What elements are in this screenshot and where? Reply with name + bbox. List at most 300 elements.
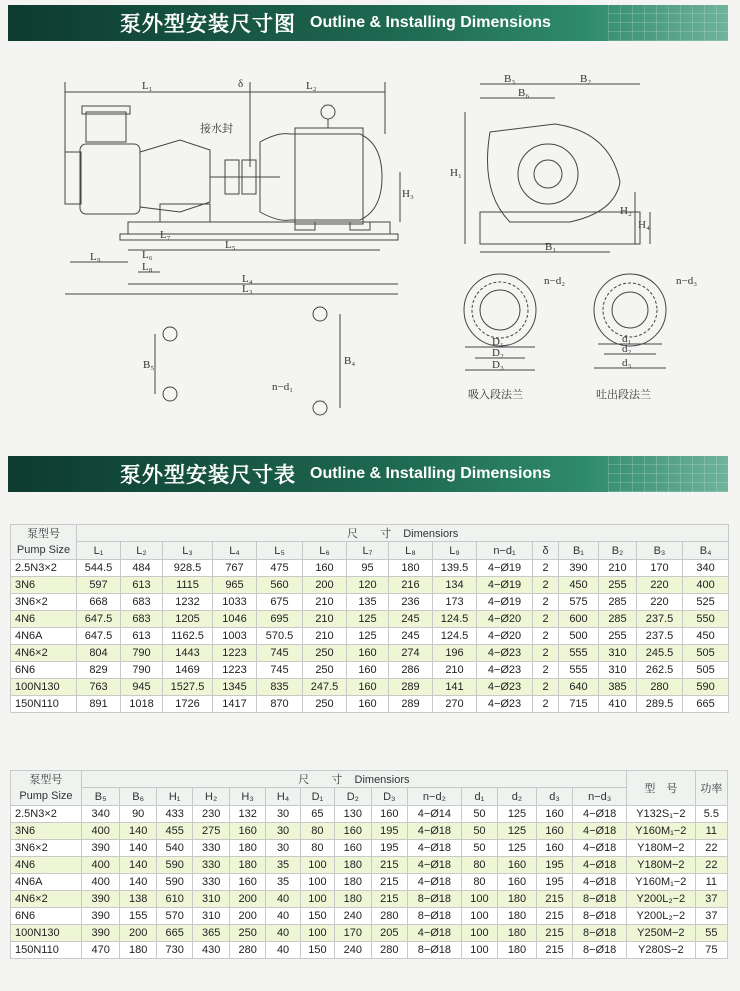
table-cell: 125 [498, 823, 537, 840]
table-cell: 610 [156, 891, 192, 908]
label-B6: B₆ [518, 87, 530, 99]
table-cell: 255 [599, 628, 637, 645]
table-cell: 763 [77, 679, 121, 696]
table-cell: 450 [683, 628, 729, 645]
table-cell: 4−Ø18 [408, 874, 462, 891]
table-cell: 390 [81, 925, 120, 942]
table-cell: 790 [121, 662, 163, 679]
label-seal: 接水封 [200, 122, 233, 135]
table-cell: 50 [461, 840, 497, 857]
table-row [11, 696, 729, 713]
pump-model-cell: 6N6 [11, 908, 82, 925]
table-cell: 575 [559, 594, 599, 611]
table-cell: 500 [559, 628, 599, 645]
pump-model-cell: 4N6 [11, 611, 77, 628]
table-cell: 4−Ø18 [408, 823, 462, 840]
table-cell: 1115 [163, 577, 213, 594]
table-row [11, 628, 729, 645]
label-B1: B₁ [545, 241, 557, 253]
table-cell: 262.5 [637, 662, 683, 679]
installation-drawing [10, 72, 728, 428]
pump-model-cell: 6N6 [11, 662, 77, 679]
table-cell: 30 [266, 823, 300, 840]
table-cell: 4−Ø18 [573, 840, 627, 857]
table-cell: 250 [229, 925, 265, 942]
table-cell: 2 [533, 611, 559, 628]
table-cell: 80 [461, 874, 497, 891]
table-cell: 200 [303, 577, 347, 594]
table-cell: 715 [559, 696, 599, 713]
table-cell: 237.5 [637, 628, 683, 645]
table-cell: 2 [533, 577, 559, 594]
table-cell: 484 [121, 560, 163, 577]
side-base [480, 212, 640, 244]
pump-model-cell: 3N6×2 [11, 594, 77, 611]
table-cell: 286 [389, 662, 433, 679]
pump-outlet-flange [82, 106, 130, 114]
table-cell: 160 [229, 823, 265, 840]
label-H2: H₂ [620, 205, 632, 217]
table-cell: 4−Ø14 [408, 806, 462, 823]
table-cell: 829 [77, 662, 121, 679]
label-D1: D₁ [492, 336, 504, 348]
pump-model-cell: 3N6 [11, 577, 77, 594]
section-title-cn: 泵外型安装尺寸表 [120, 463, 296, 487]
table-cell: 1443 [163, 645, 213, 662]
table-cell: 215 [536, 908, 572, 925]
table-cell: 40 [266, 891, 300, 908]
table-cell: 220 [637, 577, 683, 594]
table-cell: 390 [81, 840, 120, 857]
table-cell: 2 [533, 645, 559, 662]
table-row [11, 925, 728, 942]
column-header: B₂ [599, 542, 637, 560]
table-row [11, 823, 728, 840]
column-header: L₉ [433, 542, 477, 560]
table-cell: 125 [347, 611, 389, 628]
table-cell: 675 [257, 594, 303, 611]
table-cell: 140 [120, 857, 156, 874]
table-cell: 4−Ø18 [408, 925, 462, 942]
column-header: n−d₃ [573, 788, 627, 806]
dimension-table-1 [10, 524, 729, 713]
table-cell: 195 [536, 874, 572, 891]
table-cell: 80 [461, 857, 497, 874]
table-row [11, 645, 729, 662]
table-cell: 5.5 [695, 806, 727, 823]
table-cell: 1726 [163, 696, 213, 713]
banner-grid-pattern [608, 5, 728, 41]
table-cell: 570 [156, 908, 192, 925]
table-cell: 330 [193, 840, 229, 857]
table-cell: 40 [266, 908, 300, 925]
table-cell: 4−Ø18 [573, 823, 627, 840]
table-cell: 340 [81, 806, 120, 823]
table-cell: 160 [229, 874, 265, 891]
motor-lifting-eye [321, 105, 335, 119]
table-cell: 160 [303, 560, 347, 577]
section-banner-drawing [8, 5, 728, 41]
table-cell: 4−Ø19 [477, 577, 533, 594]
table-cell: 470 [81, 942, 120, 959]
label-L1: L₁ [142, 80, 153, 92]
table-cell: 100 [300, 925, 334, 942]
table-cell: Y280S−2 [626, 942, 695, 959]
table-cell: 100 [461, 942, 497, 959]
table-cell: 180 [229, 840, 265, 857]
label-L7: L₇ [160, 229, 171, 241]
table-cell: 120 [347, 577, 389, 594]
table-cell: 1003 [213, 628, 257, 645]
table-cell: 570.5 [257, 628, 303, 645]
table-cell: 665 [156, 925, 192, 942]
table-cell: 210 [303, 628, 347, 645]
label-B4: B₄ [344, 355, 356, 367]
motor-housing [295, 128, 363, 224]
label-d3: d₃ [622, 357, 632, 369]
pump-model-cell: 100N130 [11, 925, 82, 942]
table-cell: 4−Ø20 [477, 611, 533, 628]
table-cell: 400 [81, 857, 120, 874]
table-row [11, 908, 728, 925]
table-row [11, 594, 729, 611]
pump-model-cell: 4N6×2 [11, 891, 82, 908]
table-cell: 180 [389, 560, 433, 577]
table-cell: 40 [266, 942, 300, 959]
label-nd1: n−d₁ [272, 381, 294, 393]
table-cell: 285 [599, 594, 637, 611]
table-cell: 1033 [213, 594, 257, 611]
table-cell: 560 [257, 577, 303, 594]
table-cell: 180 [498, 925, 537, 942]
table-cell: 30 [266, 806, 300, 823]
table-cell: 250 [303, 696, 347, 713]
table-cell: 555 [559, 645, 599, 662]
table-cell: 2 [533, 679, 559, 696]
table-cell: 11 [695, 823, 727, 840]
table-cell: 2 [533, 696, 559, 713]
table-row [11, 891, 728, 908]
table-cell: 215 [371, 874, 407, 891]
table-cell: 200 [120, 925, 156, 942]
table-cell: 310 [599, 662, 637, 679]
table-cell: 200 [229, 908, 265, 925]
table-row [11, 679, 729, 696]
pump-model-cell: 2.5N3×2 [11, 560, 77, 577]
table-cell: 215 [536, 891, 572, 908]
table-cell: 160 [335, 840, 371, 857]
column-header: d₁ [461, 788, 497, 806]
table-cell: 210 [433, 662, 477, 679]
table-row [11, 942, 728, 959]
table-cell: 550 [683, 611, 729, 628]
table-cell: 160 [498, 857, 537, 874]
table-cell: 555 [559, 662, 599, 679]
table-cell: 11 [695, 874, 727, 891]
table-cell: 4−Ø19 [477, 560, 533, 577]
label-d1: d₁ [622, 333, 632, 345]
pump-model-cell: 3N6×2 [11, 840, 82, 857]
table-cell: 215 [371, 857, 407, 874]
table-cell: 285 [599, 611, 637, 628]
table-cell: 247.5 [303, 679, 347, 696]
table-cell: 505 [683, 662, 729, 679]
label-outlet-flange: 吐出段法兰 [596, 388, 651, 401]
column-header: L₄ [213, 542, 257, 560]
table-cell: 400 [81, 823, 120, 840]
table-cell: 215 [371, 891, 407, 908]
table-cell: 80 [300, 823, 334, 840]
column-headers [11, 542, 729, 560]
banner-grid-pattern [608, 456, 728, 492]
column-header: L₆ [303, 542, 347, 560]
table-cell: 365 [193, 925, 229, 942]
table-cell: 390 [81, 908, 120, 925]
table-cell: 525 [683, 594, 729, 611]
table-cell: 4−Ø23 [477, 645, 533, 662]
table-cell: 210 [599, 560, 637, 577]
label-H4: H₄ [638, 219, 650, 231]
column-header: H₂ [193, 788, 229, 806]
section-banner-table [8, 456, 728, 492]
table-cell: 180 [498, 891, 537, 908]
table-cell: 400 [81, 874, 120, 891]
label-B3: B₃ [504, 73, 516, 85]
table-cell: 4−Ø18 [573, 806, 627, 823]
table-cell: 160 [347, 662, 389, 679]
table-cell: 35 [266, 857, 300, 874]
table-cell: 139.5 [433, 560, 477, 577]
table-cell: 4−Ø18 [408, 840, 462, 857]
table-cell: 160 [536, 806, 572, 823]
table-cell: 683 [121, 594, 163, 611]
table-cell: 1527.5 [163, 679, 213, 696]
table-cell: 590 [156, 874, 192, 891]
label-L6: L₆ [142, 249, 153, 261]
table-cell: 590 [156, 857, 192, 874]
table-cell: 200 [229, 891, 265, 908]
table-cell: 160 [536, 840, 572, 857]
table-cell: 160 [347, 679, 389, 696]
side-volute [488, 124, 621, 222]
table-cell: Y132S₁−2 [626, 806, 695, 823]
label-nd3: n−d₃ [676, 275, 698, 287]
table-cell: 250 [303, 662, 347, 679]
table-cell: 4−Ø20 [477, 628, 533, 645]
table-cell: 124.5 [433, 628, 477, 645]
column-header: H₄ [266, 788, 300, 806]
table-cell: 240 [335, 942, 371, 959]
pump-model-cell: 2.5N3×2 [11, 806, 82, 823]
column-header: L₇ [347, 542, 389, 560]
table-cell: Y160M₁−2 [626, 823, 695, 840]
table-cell: 37 [695, 891, 727, 908]
table-cell: 410 [599, 696, 637, 713]
column-header: L₃ [163, 542, 213, 560]
table-cell: 668 [77, 594, 121, 611]
table-cell: 590 [683, 679, 729, 696]
table-cell: 125 [347, 628, 389, 645]
table-cell: 210 [303, 594, 347, 611]
table-cell: 65 [300, 806, 334, 823]
table-cell: 8−Ø18 [573, 908, 627, 925]
table-cell: 210 [303, 611, 347, 628]
table-cell: 270 [433, 696, 477, 713]
table-cell: 1469 [163, 662, 213, 679]
label-inlet-flange: 吸入段法兰 [468, 388, 523, 401]
table-cell: 1232 [163, 594, 213, 611]
table-cell: 280 [371, 908, 407, 925]
table-cell: 745 [257, 662, 303, 679]
table-cell: 390 [81, 891, 120, 908]
table-cell: 195 [371, 840, 407, 857]
table-cell: 50 [461, 823, 497, 840]
table-cell: 250 [303, 645, 347, 662]
table-cell: 160 [371, 806, 407, 823]
table-cell: 160 [498, 874, 537, 891]
label-B5: B₅ [143, 359, 155, 371]
label-L9: L₉ [90, 251, 101, 263]
table-cell: 220 [637, 594, 683, 611]
table-cell: 22 [695, 840, 727, 857]
pump-size-header: 泵型号 Pump Size [11, 525, 77, 560]
table-cell: 100 [300, 891, 334, 908]
table-cell: 804 [77, 645, 121, 662]
table-cell: 2 [533, 628, 559, 645]
table-cell: 640 [559, 679, 599, 696]
table-row [11, 857, 728, 874]
table-cell: 310 [193, 891, 229, 908]
table-cell: 274 [389, 645, 433, 662]
table-cell: 155 [120, 908, 156, 925]
column-header: B₁ [559, 542, 599, 560]
dimensions-group-header: 尺 寸 Dimensiors [81, 771, 626, 788]
table-cell: 170 [335, 925, 371, 942]
column-header: B₅ [81, 788, 120, 806]
table-cell: 390 [559, 560, 599, 577]
pump-outlet [86, 112, 126, 142]
table-cell: 450 [559, 577, 599, 594]
table-cell: 400 [683, 577, 729, 594]
table-cell: 125 [498, 806, 537, 823]
table-cell: 35 [266, 874, 300, 891]
table-row [11, 611, 729, 628]
table-cell: 544.5 [77, 560, 121, 577]
table-cell: Y160M₁−2 [626, 874, 695, 891]
table-cell: 8−Ø18 [408, 891, 462, 908]
pump-model-cell: 4N6A [11, 628, 77, 645]
table-cell: 55 [695, 925, 727, 942]
table-cell: 245 [389, 611, 433, 628]
label-L3: L₃ [242, 283, 253, 295]
column-header: D₂ [335, 788, 371, 806]
table-cell: 540 [156, 840, 192, 857]
column-header: n−d₁ [477, 542, 533, 560]
dimensions-group-header: 尺 寸 Dimensiors [77, 525, 729, 542]
table-cell: 215 [536, 925, 572, 942]
table-cell: 310 [599, 645, 637, 662]
table-cell: 1223 [213, 645, 257, 662]
pump-model-cell: 150N110 [11, 942, 82, 959]
column-header: H₁ [156, 788, 192, 806]
table-cell: 2 [533, 594, 559, 611]
table-cell: 891 [77, 696, 121, 713]
label-D2: D₂ [492, 347, 504, 359]
table-cell: 90 [120, 806, 156, 823]
table-cell: 195 [371, 823, 407, 840]
table-cell: 1205 [163, 611, 213, 628]
table-cell: 140 [120, 823, 156, 840]
table-cell: 37 [695, 908, 727, 925]
table-row [11, 577, 729, 594]
column-header: B₆ [120, 788, 156, 806]
table-cell: 1162.5 [163, 628, 213, 645]
table-cell: 8−Ø18 [573, 942, 627, 959]
table-cell: 196 [433, 645, 477, 662]
table-cell: 237.5 [637, 611, 683, 628]
table-cell: Y250M−2 [626, 925, 695, 942]
table-cell: 2 [533, 662, 559, 679]
table-cell: 50 [461, 806, 497, 823]
table-cell: 870 [257, 696, 303, 713]
table-cell: 100 [300, 874, 334, 891]
table-cell: 613 [121, 577, 163, 594]
table-cell: 245.5 [637, 645, 683, 662]
table-cell: Y180M−2 [626, 840, 695, 857]
pump-model-cell: 3N6 [11, 823, 82, 840]
pump-foot [160, 204, 210, 222]
table-cell: 138 [120, 891, 156, 908]
table-cell: 135 [347, 594, 389, 611]
side-flange [518, 144, 578, 204]
table-cell: 4−Ø23 [477, 662, 533, 679]
table-cell: 289 [389, 679, 433, 696]
table-cell: 310 [193, 908, 229, 925]
table-cell: 647.5 [77, 611, 121, 628]
column-header: L₅ [257, 542, 303, 560]
table-cell: 4−Ø18 [408, 857, 462, 874]
column-header: d₃ [536, 788, 572, 806]
pump-body [80, 144, 140, 214]
table-cell: 4−Ø23 [477, 696, 533, 713]
table-cell: 695 [257, 611, 303, 628]
table-cell: 330 [193, 874, 229, 891]
table-cell: 100 [300, 857, 334, 874]
section-title-cn: 泵外型安装尺寸图 [120, 12, 296, 36]
table-cell: 600 [559, 611, 599, 628]
power-header: 功率 [695, 771, 727, 806]
label-delta: δ [238, 78, 244, 90]
pump-inlet-flange [65, 152, 81, 204]
table-cell: 280 [229, 942, 265, 959]
table-cell: 745 [257, 645, 303, 662]
table-cell: 124.5 [433, 611, 477, 628]
table-cell: 180 [335, 874, 371, 891]
label-L2: L₂ [306, 80, 317, 92]
column-headers [11, 788, 728, 806]
table-cell: 180 [498, 942, 537, 959]
column-header: δ [533, 542, 559, 560]
table-cell: 95 [347, 560, 389, 577]
table-cell: 216 [389, 577, 433, 594]
label-D3: D₃ [492, 359, 504, 371]
table-cell: 280 [637, 679, 683, 696]
table-cell: 215 [536, 942, 572, 959]
table-cell: 433 [156, 806, 192, 823]
table-cell: 730 [156, 942, 192, 959]
column-header: D₁ [300, 788, 334, 806]
label-L5: L₅ [225, 239, 236, 251]
